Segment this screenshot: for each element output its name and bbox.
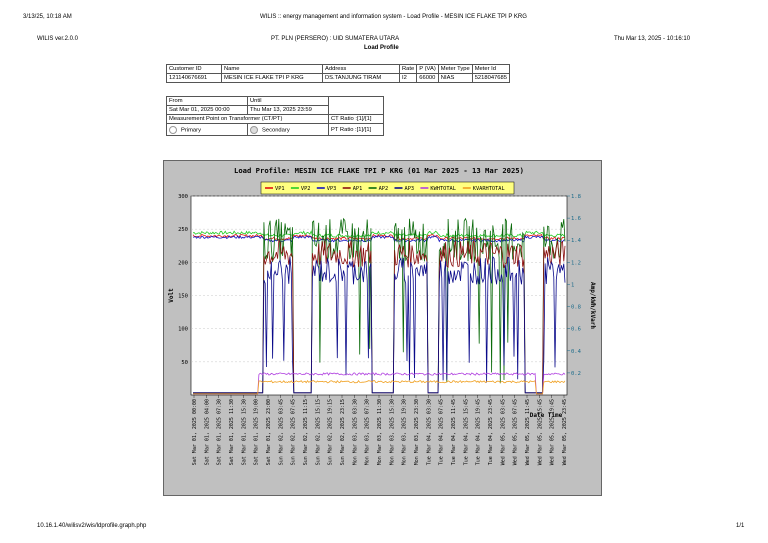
y2-tick-label: 1.8 [571,194,581,200]
x-tick-label: Tue Mar 04, 2025 07:45 [438,399,445,466]
secondary-radio-icon[interactable] [250,126,258,134]
header-rate: Rate [400,65,417,74]
x-tick-label: Wed Mar 05, 2025 11:45 [525,399,531,466]
app-version: WILIS ver.2.0.0 [37,36,79,42]
secondary-label: Secondary [262,127,290,134]
y2-tick-label: 1.4 [571,238,581,245]
header-meter-id: Meter Id [472,65,509,74]
header-power: P (VA) [417,65,439,74]
x-tick-label: Tue Mar 04, 2025 11:45 [451,399,457,466]
until-value: Thu Mar 13, 2025 23:59 [248,106,329,115]
legend-label-kvarhtotal: KVARHTOTAL [472,186,505,192]
y2-tick-label: 0.6 [571,326,581,333]
y2-tick-label: 0.4 [571,348,581,355]
power-value: 66000 [417,74,439,83]
empty-cell [329,97,384,115]
x-tick-label: Sun Mar 02, 2025 23:15 [340,399,346,466]
y-tick-label: 300 [178,194,188,200]
y2-tick-label: 0.2 [571,370,581,377]
x-tick-label: Wed Mar 05, 2025 19:45 [549,399,556,466]
customer-table [166,64,510,83]
x-tick-label: Mon Mar 03, 2025 19:30 [401,399,408,466]
x-tick-label: Wed Mar 05, 2025 03:45 [500,399,507,466]
y2-tick-label: 1.2 [571,260,581,267]
y-tick-label: 100 [178,326,188,333]
legend-label-vp3: VP3 [326,186,337,192]
header-address: Address [323,65,400,74]
footer-page: 1/1 [736,523,745,529]
page-title: Load Profile [364,45,399,51]
company-name: PT. PLN (PERSERO) : UID SUMATERA UTARA [271,36,400,42]
header-meter-type: Meter Type [438,65,472,74]
y2-tick-label: 1 [571,282,575,289]
x-tick-label: Tue Mar 04, 2025 19:45 [475,399,482,466]
customer-table-row [167,74,510,83]
x-tick-label: Wed Mar 05, 2025 23:45 [562,399,568,466]
primary-label: Primary [181,127,201,134]
period-table [166,96,384,136]
footer-url: 10.16.1.40/wilisv2/wis/ldprofile.graph.php [37,523,147,529]
print-title: WILIS :: energy management and information system - Load Profile - MESIN ICE FLAKE TPI P KRG [260,14,527,20]
customer-id-value: 121140676691 [167,74,222,83]
y-axis-label: Volt [168,288,175,303]
x-tick-label: Sun Mar 02, 2025 19:15 [327,399,334,466]
y-tick-label: 50 [181,359,188,366]
meter-type-value: NIAS [438,74,472,83]
meter-id-value: 5218047685 [472,74,509,83]
header-customer-id: Customer ID [167,65,222,74]
x-tick-label: Sun Mar 02, 2025 15:15 [315,399,322,466]
legend-label-vp2: VP2 [300,186,311,192]
measurement-label: Measurement Point on Transformer (CT/PT) [167,115,329,124]
y-tick-label: 250 [178,227,188,234]
x-tick-label: Sun Mar 02, 2025 03:45 [278,399,285,466]
x-tick-label: Tue Mar 04, 2025 15:45 [463,399,470,466]
x-tick-label: Sat Mar 01, 2025 00:00 [192,399,198,466]
rate-value: I2 [400,74,417,83]
x-tick-label: Sat Mar 01, 2025 23:00 [266,399,272,466]
legend-label-ap1: AP1 [352,186,363,192]
pt-ratio: PT Ratio :[1]/[1] [329,124,384,136]
x-tick-label: Wed Mar 05, 2025 15:45 [537,399,544,466]
header-name: Name [222,65,323,74]
primary-radio-icon[interactable] [169,126,177,134]
legend-label-kwhtotal: KWHTOTAL [430,186,456,192]
legend-label-vp1: VP1 [275,186,285,192]
address-value: DS.TANJUNG TIRAM [323,74,400,83]
x-tick-label: Mon Mar 03, 2025 23:30 [414,399,420,466]
x-tick-label: Mon Mar 03, 2025 11:30 [377,399,383,466]
x-tick-label: Sun Mar 02, 2025 07:45 [290,399,297,466]
load-profile-chart [163,160,602,496]
y-tick-label: 150 [178,293,188,300]
legend-label-ap3: AP3 [404,186,415,192]
chart-title: Load Profile: MESIN ICE FLAKE TPI P KRG (01 Mar 2025 - 13 Mar 2025) [234,166,524,175]
until-label: Until [248,97,329,106]
primary-option[interactable] [167,124,248,136]
x-tick-label: Tue Mar 04, 2025 23:45 [488,399,494,466]
x-tick-label: Sun Mar 02, 2025 11:15 [303,399,309,466]
report-date: Thu Mar 13, 2025 - 10:16:10 [614,36,691,42]
x-tick-label: Sat Mar 01, 2025 15:30 [241,399,248,466]
x-tick-label: Sat Mar 01, 2025 07:30 [216,399,223,466]
ct-ratio: CT Ratio :[1]/[1] [329,115,384,124]
y2-tick-label: 1.6 [571,216,581,223]
from-label: From [167,97,248,106]
print-datetime: 3/13/25, 10:18 AM [23,14,72,20]
y-tick-label: 200 [178,260,188,267]
customer-table-header [167,65,510,74]
from-value: Sat Mar 01, 2025 00:00 [167,106,248,115]
x-axis-label: Date Time [529,412,563,419]
x-tick-label: Wed Mar 05, 2025 07:45 [512,399,519,466]
legend-label-ap2: AP2 [378,186,389,192]
secondary-option[interactable] [248,124,329,136]
x-tick-label: Mon Mar 03, 2025 07:30 [364,399,371,466]
x-tick-label: Mon Mar 03, 2025 03:30 [352,399,359,466]
x-tick-label: Mon Mar 03, 2025 15:30 [389,399,396,466]
x-tick-label: Sat Mar 01, 2025 19:00 [253,399,260,466]
x-tick-label: Sat Mar 01, 2025 11:30 [229,399,235,466]
x-tick-label: Tue Mar 04, 2025 03:30 [426,399,433,466]
x-tick-label: Sat Mar 01, 2025 04:00 [204,399,211,466]
y2-axis-label: Amp/kWh/kVarh [589,282,596,329]
name-value: MESIN ICE FLAKE TPI P KRG [222,74,323,83]
y2-tick-label: 0.8 [571,304,581,311]
